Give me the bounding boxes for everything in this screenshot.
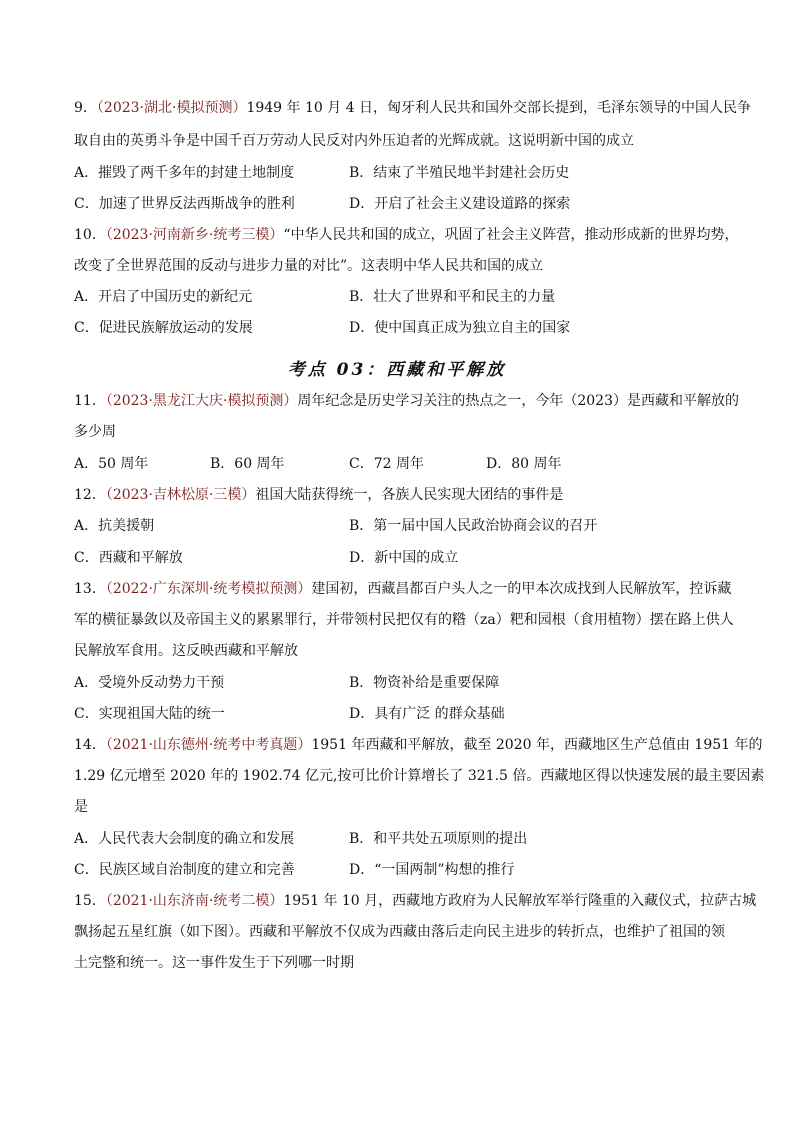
q12-number: 12．: [74, 487, 106, 503]
q10-option-b: B．壮大了世界和平和民主的力量: [349, 289, 556, 305]
q13-option-c: C．实现祖国大陆的统一: [74, 706, 225, 722]
q14-option-a: A．人民代表大会制度的确立和发展: [74, 831, 295, 847]
q14-text-1: 1951 年西藏和平解放，截至 2020 年，西藏地区生产总值由 1951 年的: [311, 737, 763, 753]
q11-number: 11．: [74, 393, 106, 409]
q11-option-b: B．60 周年: [210, 456, 285, 472]
q15-line-2: 飘扬起五星红旗（如下图）。西藏和平解放不仅成为西藏由落后走向民主进步的转折点，也维护了祖国的领: [74, 924, 725, 940]
q14-line-1: [74, 735, 763, 755]
q13-line-3: 民解放军食用。这反映西藏和平解放: [74, 643, 298, 659]
q11-line-1: [74, 391, 739, 411]
q15-source: （2021·山东济南·统考二模）: [105, 893, 284, 909]
q11-line-2: 多少周: [74, 424, 116, 440]
q10-line-1: [74, 225, 739, 245]
q11-text-1: 周年纪念是历史学习关注的热点之一，今年（2023）是西藏和平解放的: [297, 393, 739, 409]
q9-line-2: 取自由的英勇斗争是中国千百万劳动人民反对内外压迫者的光辉成就。这说明新中国的成立: [74, 133, 634, 149]
q10-source: （2023·河南新乡·统考三模）: [105, 227, 284, 243]
q15-text-1: 1951 年 10 月，西藏地方政府为人民解放军举行隆重的入藏仪式，拉萨古城: [283, 893, 757, 909]
q14-option-b: B．和平共处五项原则的提出: [349, 831, 528, 847]
q11-option-c: C．72 周年: [349, 456, 424, 472]
q11-option-a: A．50 周年: [74, 456, 149, 472]
q9-option-c: C．加速了世界反法西斯战争的胜利: [74, 196, 295, 212]
q11-source: （2023·黑龙江大庆·模拟预测）: [105, 393, 298, 409]
q15-line-3: 土完整和统一。这一事件发生于下列哪一时期: [74, 955, 354, 971]
q9-source: （2023·湖北·模拟预测）: [96, 100, 247, 116]
q13-number: 13．: [74, 581, 106, 597]
q9-text-1: 1949 年 10 月 4 日，匈牙利人民共和国外交部长提到，毛泽东领导的中国人民争: [246, 100, 752, 116]
q11-option-d: D．80 周年: [486, 456, 562, 472]
q10-option-a: A．开启了中国历史的新纪元: [74, 289, 253, 305]
q13-line-1: [74, 579, 731, 599]
q10-number: 10．: [74, 227, 106, 243]
q9-option-b: B．结束了半殖民地半封建社会历史: [349, 165, 570, 181]
q12-option-a: A．抗美援朝: [74, 518, 155, 534]
q13-source: （2022·广东深圳·统考模拟预测）: [105, 581, 312, 597]
q9-number: 9．: [74, 100, 97, 116]
q12-text-1: 祖国大陆获得统一，各族人民实现大团结的事件是: [255, 487, 564, 503]
q13-option-b: B．物资补给是重要保障: [349, 675, 500, 691]
q13-option-d: D．具有广泛 的群众基础: [349, 706, 505, 722]
q10-text-1: “中华人民共和国的成立，巩固了社会主义阵营，推动形成新的世界均势，: [283, 227, 739, 243]
q10-line-2: 改变了全世界范围的反动与进步力量的对比”。这表明中华人民共和国的成立: [74, 258, 544, 274]
q13-text-1: 建国初，西藏昌都百户头人之一的甲本次成找到人民解放军，控诉藏: [311, 581, 732, 597]
q14-line-3: 是: [74, 799, 88, 815]
q12-line-1: [74, 485, 563, 505]
q14-option-d: D．“一国两制”构想的推行: [349, 862, 515, 878]
q10-option-c: C．促进民族解放运动的发展: [74, 320, 253, 336]
q10-option-d: D．使中国真正成为独立自主的国家: [349, 320, 571, 336]
q9-option-d: D．开启了社会主义建设道路的探索: [349, 196, 571, 212]
q9-option-a: A．摧毁了两千多年的封建土地制度: [74, 165, 295, 181]
q12-option-b: B．第一届中国人民政治协商会议的召开: [349, 518, 598, 534]
q12-source: （2023·吉林松原·三模）: [105, 487, 256, 503]
q13-line-2: 军的横征暴敛以及帝国主义的累累罪行，并带领村民把仅有的糌（za）粑和园根（食用植物）摆在路上供人: [74, 612, 734, 628]
q12-option-d: D．新中国的成立: [349, 550, 459, 566]
q14-line-2: 1.29 亿元增至 2020 年的 1902.74 亿元,按可比价计算增长了 321.5 倍。西藏地区得以快速发展的最主要因素: [74, 768, 765, 784]
q12-option-c: C．西藏和平解放: [74, 550, 183, 566]
q13-option-a: A．受境外反动势力干预: [74, 675, 225, 691]
q15-number: 15．: [74, 893, 106, 909]
q14-source: （2021·山东德州·统考中考真题）: [105, 737, 312, 753]
q14-option-c: C．民族区域自治制度的建立和完善: [74, 862, 295, 878]
q14-number: 14．: [74, 737, 106, 753]
section-heading: 考点 03：西藏和平解放: [287, 360, 507, 380]
q15-line-1: [74, 891, 756, 911]
q9-line-1: [74, 98, 751, 118]
